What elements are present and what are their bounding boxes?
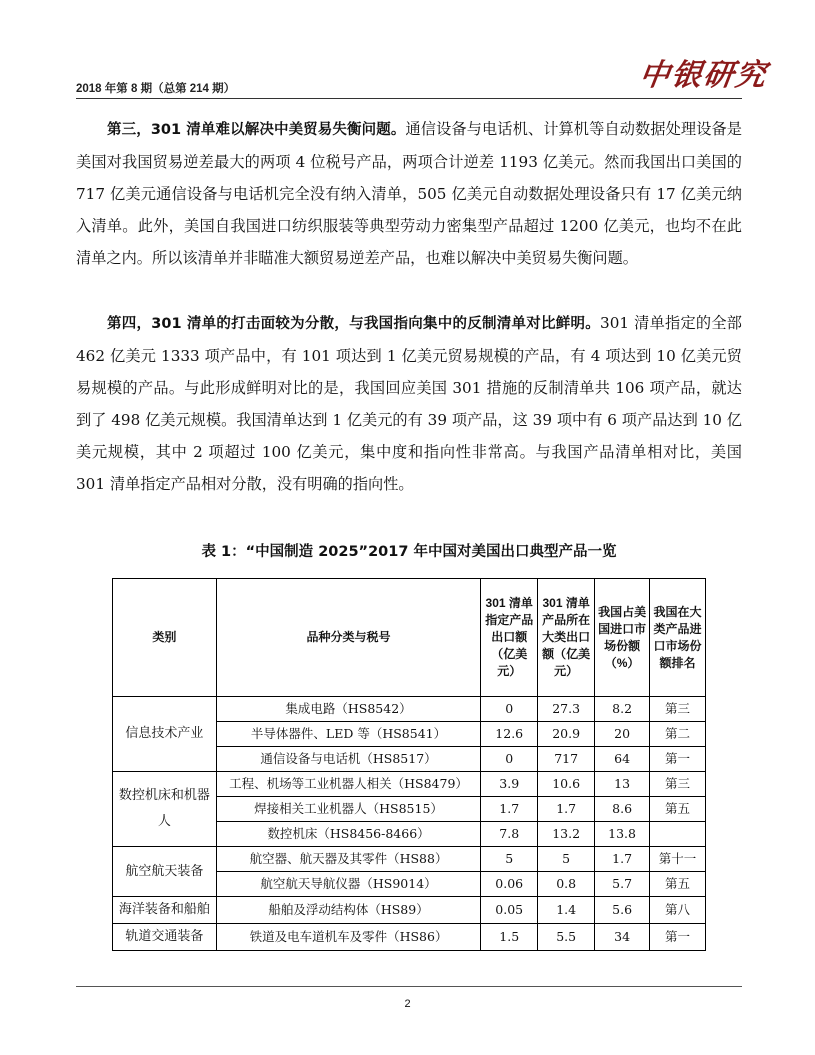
- value-cell: 0.06: [481, 872, 538, 897]
- value-cell: 3.9: [481, 772, 538, 797]
- issue-label: 2018 年第 8 期（总第 214 期）: [76, 83, 236, 95]
- value-cell: 0: [481, 747, 538, 772]
- value-cell: 1.7: [595, 847, 650, 872]
- value-cell: 10.6: [538, 772, 595, 797]
- value-cell: 7.8: [481, 822, 538, 847]
- item-cell: 航空航天导航仪器（HS9014）: [216, 872, 481, 897]
- value-cell: 20.9: [538, 722, 595, 747]
- table-header-row: [113, 579, 706, 697]
- column-header-301-export: 301 清单指定产品出口额（亿美元）: [481, 579, 538, 697]
- column-header-item: 品种分类与税号: [216, 579, 481, 697]
- table-row: [113, 697, 706, 722]
- value-cell: 0: [481, 697, 538, 722]
- value-cell: 13.2: [538, 822, 595, 847]
- rank-cell: 第八: [650, 897, 706, 924]
- value-cell: 8.2: [595, 697, 650, 722]
- value-cell: 20: [595, 722, 650, 747]
- category-cell: 轨道交通装备: [113, 924, 217, 951]
- value-cell: 0.05: [481, 897, 538, 924]
- table-row: [113, 772, 706, 797]
- value-cell: 12.6: [481, 722, 538, 747]
- rank-cell: 第三: [650, 697, 706, 722]
- rank-cell: 第一: [650, 924, 706, 951]
- category-cell: 信息技术产业: [113, 697, 217, 772]
- item-cell: 数控机床（HS8456-8466）: [216, 822, 481, 847]
- item-cell: 半导体器件、LED 等（HS8541）: [216, 722, 481, 747]
- value-cell: 5: [481, 847, 538, 872]
- item-cell: 船舶及浮动结构体（HS89）: [216, 897, 481, 924]
- item-cell: 集成电路（HS8542）: [216, 697, 481, 722]
- page-number: 2: [404, 998, 411, 1010]
- value-cell: 34: [595, 924, 650, 951]
- value-cell: 5.7: [595, 872, 650, 897]
- export-products-table: [112, 578, 706, 951]
- table-caption: 表 1：“中国制造 2025”2017 年中国对美国出口典型产品一览: [201, 544, 617, 560]
- value-cell: 8.6: [595, 797, 650, 822]
- table-row: [113, 847, 706, 872]
- item-cell: 工程、机场等工业机器人相关（HS8479）: [216, 772, 481, 797]
- rank-cell: 第十一: [650, 847, 706, 872]
- rank-cell: 第一: [650, 747, 706, 772]
- column-header-category: 类别: [113, 579, 217, 697]
- column-header-rank: 我国在大类产品进口市场份额排名: [650, 579, 706, 697]
- category-cell: 数控机床和机器人: [113, 772, 217, 847]
- table-row: [113, 897, 706, 924]
- paragraph-third-point: [76, 113, 742, 274]
- rank-cell: 第三: [650, 772, 706, 797]
- value-cell: 13.8: [595, 822, 650, 847]
- value-cell: 5.6: [595, 897, 650, 924]
- paragraph-fourth-point: [76, 307, 742, 500]
- paragraph-lead: 第三，301 清单难以解决中美贸易失衡问题。: [107, 122, 406, 138]
- value-cell: 5: [538, 847, 595, 872]
- paragraph-lead: 第四，301 清单的打击面较为分散，与我国指向集中的反制清单对比鲜明。: [107, 316, 601, 332]
- rank-cell: 第五: [650, 797, 706, 822]
- item-cell: 通信设备与电话机（HS8517）: [216, 747, 481, 772]
- column-header-category-export: 301 清单产品所在大类出口额（亿美元）: [538, 579, 595, 697]
- value-cell: 1.5: [481, 924, 538, 951]
- header-divider: [76, 98, 742, 99]
- value-cell: 0.8: [538, 872, 595, 897]
- item-cell: 铁道及电车道机车及零件（HS86）: [216, 924, 481, 951]
- paragraph-body: 通信设备与电话机、计算机等自动数据处理设备是美国对我国贸易逆差最大的两项 4 位税号产品，两项合计逆差 1193 亿美元。然而我国出口美国的 717 亿美元通信设备与电话机完全没有纳入清单，505 亿美元自动数据处理设备只有 17 亿美元纳入清单。此外，美国自我国进口纺织服装等典型劳动力密集型产品超过 1200 亿美元，也均不在此清单之内。所以该清单并非瞄准大额贸易逆差产品，也难以解决中美贸易失衡问题。: [76, 120, 742, 267]
- category-cell: 航空航天装备: [113, 847, 217, 897]
- value-cell: 717: [538, 747, 595, 772]
- value-cell: 64: [595, 747, 650, 772]
- value-cell: 5.5: [538, 924, 595, 951]
- value-cell: 1.7: [481, 797, 538, 822]
- rank-cell: [650, 822, 706, 847]
- value-cell: 1.4: [538, 897, 595, 924]
- value-cell: 1.7: [538, 797, 595, 822]
- value-cell: 13: [595, 772, 650, 797]
- brand-logo: 中银研究: [637, 58, 770, 93]
- rank-cell: 第五: [650, 872, 706, 897]
- column-header-market-share: 我国占美国进口市场份额（%）: [595, 579, 650, 697]
- category-cell: 海洋装备和船舶: [113, 897, 217, 924]
- item-cell: 焊接相关工业机器人（HS8515）: [216, 797, 481, 822]
- item-cell: 航空器、航天器及其零件（HS88）: [216, 847, 481, 872]
- table-row: [113, 924, 706, 951]
- value-cell: 27.3: [538, 697, 595, 722]
- footer-divider: [76, 986, 742, 987]
- paragraph-body: 301 清单指定的全部 462 亿美元 1333 项产品中，有 101 项达到 1 亿美元贸易规模的产品，有 4 项达到 10 亿美元贸易规模的产品。与此形成鲜明对比的是，我国回应美国 301 措施的反制清单共 106 项产品，就达到了 498 亿美元规模。我国清单达到 1 亿美元的有 39 项产品，这 39 项中有 6 项产品达到 10 亿美元规模，其中 2 项超过 100 亿美元，集中度和指向性非常高。与我国产品清单相对比，美国 301 清单指定产品相对分散，没有明确的指向性。: [76, 314, 742, 493]
- rank-cell: 第二: [650, 722, 706, 747]
